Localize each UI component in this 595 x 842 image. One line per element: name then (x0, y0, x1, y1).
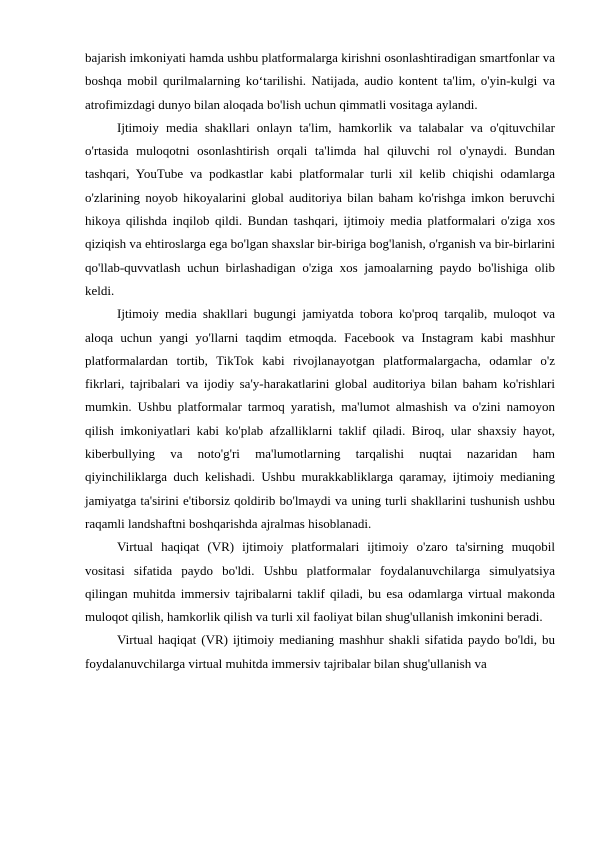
paragraph-4: Virtual haqiqat (VR) ijtimoiy platformalari ijtimoiy o'zaro ta'sirning muqobil vositasi sifatida paydo bo'ldi. Ushbu platformalar foydalanuvchilarga simulyatsiya qilingan muhitda immersiv tajribalarni taklif qiladi, bu esa odamlarga virtual makonda muloqot qilish, hamkorlik qilish va turli xil faoliyat bilan shug'ullanish imkonini beradi. (85, 539, 555, 625)
paragraph-3: Ijtimoiy media shakllari bugungi jamiyatda tobora ko'proq tarqalib, muloqot va aloqa uchun yangi yo'llarni taqdim etmoqda. Facebook va Instagram kabi mashhur platformalardan tortib, TikTok kabi rivojlanayotgan platformalargacha, odamlar o'z fikrlari, tajribalari va ijodiy sa'y-harakatlarini global auditoriya bilan baham ko'rishlari mumkin. Ushbu platformalar tarmoq yaratish, ma'lumot almashish va o'zini namoyon qilish imkoniyatlari kabi ko'plab afzalliklarni taklif qiladi. Biroq, ular shaxsiy hayot, kiberbullying va noto'g'ri ma'lumotlarning tarqalishi nuqtai nazaridan ham qiyinchiliklarga duch kelishadi. Ushbu murakkabliklarga qaramay, ijtimoiy medianing jamiyatga ta'sirini e'tiborsiz qoldirib bo'lmaydi va uning turli shakllarini tushunish ushbu raqamli landshaftni boshqarishda ajralmas hisoblanadi. (85, 306, 555, 531)
paragraph-1: bajarish imkoniyati hamda ushbu platformalarga kirishni osonlashtiradigan smartfonlar va boshqa mobil qurilmalarning ko‘tarilishi. Natijada, audio kontent ta'lim, o'yin-kulgi va atrofimizdagi dunyo bilan aloqada bo'lish uchun qimmatli vositaga aylandi. (85, 50, 555, 112)
paragraph-2: Ijtimoiy media shakllari onlayn ta'lim, hamkorlik va talabalar va o'qituvchilar o'rtasida muloqotni osonlashtirish orqali ta'limda hal qiluvchi rol o'ynaydi. Bundan tashqari, YouTube va podkastlar kabi platformalar turli xil kelib chiqishi odamlarga o'zlarining noyob hikoyalarini global auditoriya bilan baham ko'rishga imkon beruvchi hikoya qilishda inqilob qildi. Bundan tashqari, ijtimoiy media platformalari o'ziga xos qiziqish va ehtiroslarga ega bo'lgan shaxslar bir-biriga bog'lanish, o'rganish va bir-birlarini qo'llab-quvvatlash uchun birlashadigan o'ziga xos jamoalarning paydo bo'lishiga olib keldi. (85, 119, 555, 298)
paragraph-5: Virtual haqiqat (VR) ijtimoiy medianing mashhur shakli sifatida paydo bo'ldi, bu foydalanuvchilarga virtual muhitda immersiv tajribalar bilan shug'ullanish va (85, 632, 555, 671)
document-page (85, 46, 555, 675)
